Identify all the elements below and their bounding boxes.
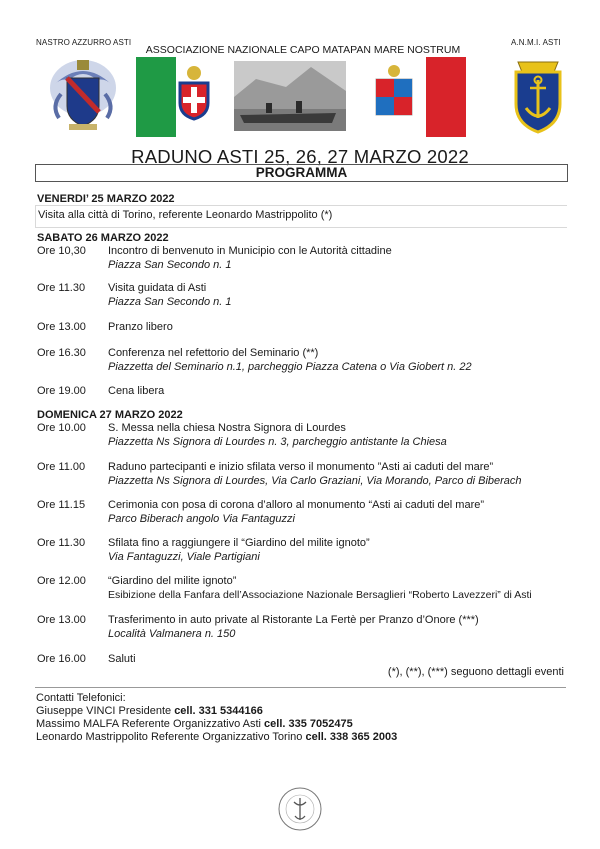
- event-desc: Incontro di benvenuto in Municipio con le Autorità cittadine: [108, 245, 392, 257]
- event-desc: Pranzo libero: [108, 321, 173, 333]
- event-desc: Sfilata fino a raggiungere il “Giardino del milite ignoto”: [108, 537, 370, 549]
- contact-name: Giuseppe VINCI Presidente: [36, 705, 175, 717]
- event-location: Località Valmanera n. 150: [108, 628, 236, 640]
- event-desc: Visita guidata di Asti: [108, 282, 207, 294]
- divider: [35, 687, 566, 688]
- right-org-label: A.N.M.I. ASTI: [511, 38, 561, 47]
- association-name: ASSOCIAZIONE NAZIONALE CAPO MATAPAN MARE NOSTRUM: [145, 44, 461, 56]
- event-title: RADUNO ASTI 25, 26, 27 MARZO 2022: [131, 146, 469, 167]
- contact-phone: cell. 335 7052475: [264, 718, 353, 730]
- day-title-friday: VENERDI’ 25 MARZO 2022: [37, 193, 175, 205]
- event-time: Ore 11.00: [37, 461, 86, 473]
- event-desc: Raduno partecipanti e inizio sfilata verso il monumento ”Asti ai caduti del mare”: [108, 461, 494, 473]
- anmi-anchor-crest-logo: [510, 54, 566, 134]
- contact-line: [36, 730, 397, 744]
- event-location: Parco Biberach angolo Via Fantaguzzi: [108, 513, 295, 525]
- event-time: Ore 11.15: [37, 499, 86, 511]
- event-desc: S. Messa nella chiesa Nostra Signora di Lourdes: [108, 422, 346, 434]
- left-org-label: NASTRO AZZURRO ASTI: [36, 38, 132, 47]
- event-desc: Trasferimento in auto private al Ristorante La Fertè per Pranzo d’Onore (***): [108, 614, 479, 626]
- event-desc: Conferenza nel refettorio del Seminario (**): [108, 347, 319, 359]
- day-title-sunday: DOMENICA 27 MARZO 2022: [37, 409, 183, 421]
- event-time: Ore 16.00: [37, 653, 86, 665]
- footnote: (*), (**), (***) seguono dettagli eventi: [387, 666, 564, 678]
- event-time: Ore 12.00: [37, 575, 86, 587]
- friday-note-box: [35, 205, 567, 228]
- contact-line: [36, 717, 353, 731]
- event-desc: Cena libera: [108, 385, 165, 397]
- event-time: Ore 13.00: [37, 614, 86, 626]
- event-desc: Saluti: [108, 653, 136, 665]
- contact-phone: cell. 338 365 2003: [305, 731, 398, 743]
- event-location: Piazzetta del Seminario n.1, parcheggio Piazza Catena o Via Giobert n. 22: [108, 361, 472, 373]
- contact-phone: cell. 331 5344166: [174, 705, 263, 717]
- graphic-design-stamp: [277, 786, 323, 832]
- event-time: Ore 16.30: [37, 347, 86, 359]
- event-time: Ore 10,30: [37, 245, 86, 257]
- event-location: Piazzetta Ns Signora di Lourdes, Via Carlo Graziani, Via Morando, Parco di Biberach: [108, 475, 522, 487]
- contacts-title: Contatti Telefonici:: [36, 692, 126, 704]
- event-time: Ore 19.00: [37, 385, 86, 397]
- program-header: PROGRAMMA: [35, 164, 568, 182]
- event-desc: Cerimonia con posa di corona d’alloro al monumento “Asti ai caduti del mare”: [108, 499, 485, 511]
- event-desc: “Giardino del milite ignoto”: [108, 575, 237, 587]
- event-time: Ore 11.30: [37, 282, 86, 294]
- event-location: Piazzetta Ns Signora di Lourdes n. 3, parcheggio antistante la Chiesa: [108, 436, 447, 448]
- event-time: Ore 10.00: [37, 422, 86, 434]
- header-banner: [136, 57, 466, 137]
- day-title-saturday: SABATO 26 MARZO 2022: [37, 232, 169, 244]
- event-location: Via Fantaguzzi, Viale Partigiani: [108, 551, 260, 563]
- contact-line: [36, 704, 263, 718]
- contact-name: Massimo MALFA Referente Organizzativo Asti: [36, 718, 265, 730]
- event-location: Piazza San Secondo n. 1: [108, 296, 232, 308]
- friday-note: Visita alla città di Torino, referente Leonardo Mastrippolito (*): [38, 209, 333, 221]
- event-time: Ore 11.30: [37, 537, 86, 549]
- event-time: Ore 13.00: [37, 321, 86, 333]
- contact-name: Leonardo Mastrippolito Referente Organizzativo Torino: [36, 731, 306, 743]
- event-desc-secondary: Esibizione della Fanfara dell’Associazione Nazionale Bersaglieri “Roberto Lavezzeri” di Asti: [108, 589, 532, 601]
- nastro-azzurro-crest-logo: [47, 54, 119, 134]
- event-location: Piazza San Secondo n. 1: [108, 259, 232, 271]
